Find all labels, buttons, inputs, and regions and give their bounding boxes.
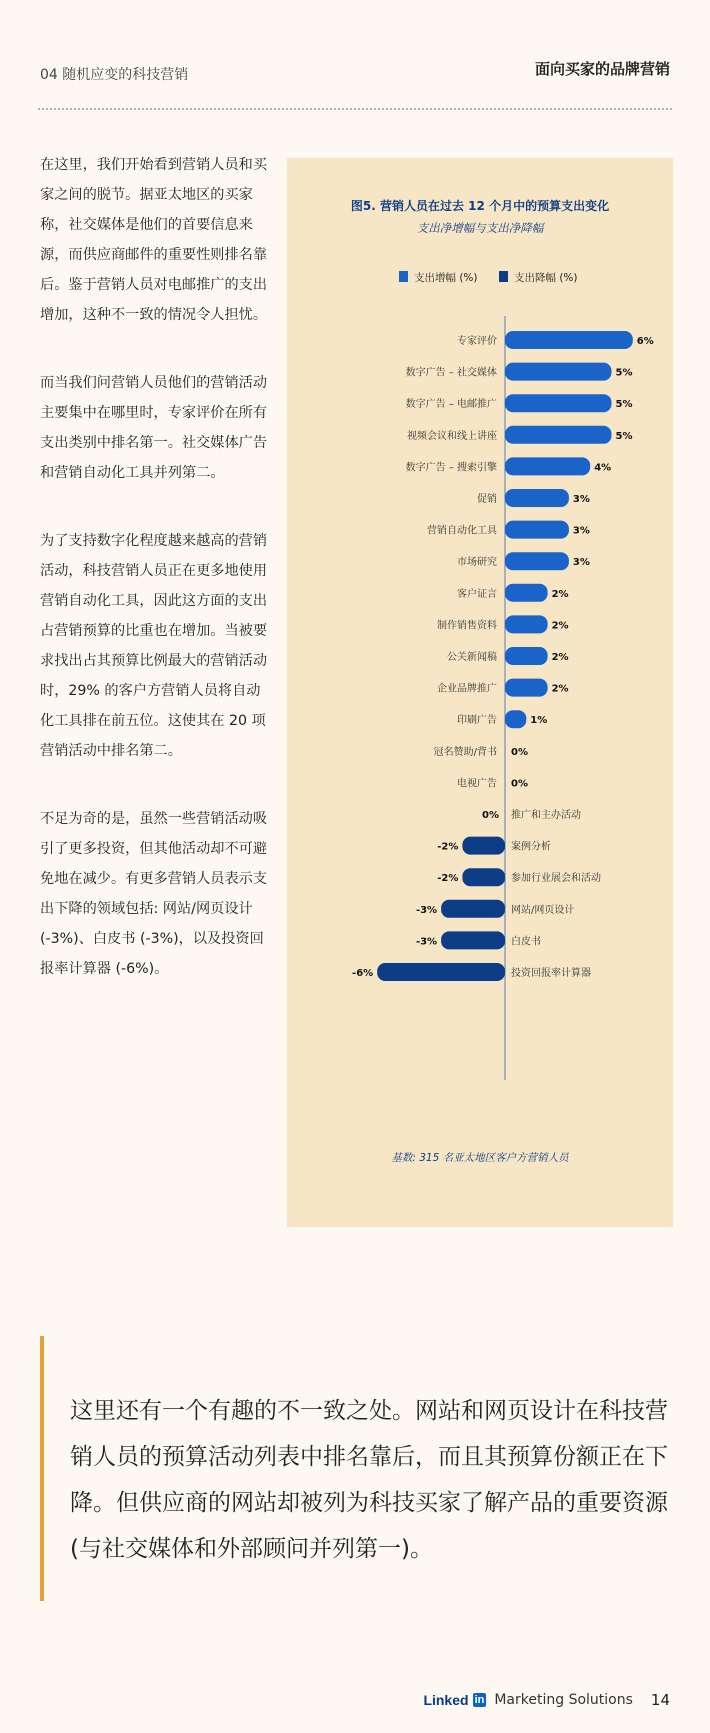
linkedin-logo-icon: in [474,1694,485,1706]
chart-value-label: 0% [482,810,499,821]
chart-bar [462,837,505,855]
chart-note: 基数: 315 名亚太地区客户方营销人员 [391,1152,569,1164]
body-paragraph-3: 为了支持数字化程度越来越高的营销活动，科技营销人员正在更多地使用营销自动化工具，因此这方面的支出占营销预算的比重也在增加。当被要求找出占其预算比例最大的营销活动时，29% 的客户方营销人员将自动化工具排在前五位。这使其在 20 项营销活动中排名第二。 [40,533,268,759]
chart-bar [505,426,612,444]
chart-category-label: 数字广告 – 电邮推广 [405,399,497,411]
quote-accent-bar [40,1336,44,1601]
chart-bar [505,647,548,665]
body-paragraph-2: 而当我们问营销人员他们的营销活动主要集中在哪里时，专家评价在所有支出类别中排名第一。社交媒体广告和营销自动化工具并列第二。 [40,375,268,481]
chart-category-label: 客户证言 [457,588,497,600]
chart-value-label: 4% [594,462,612,474]
chart-value-label: 2% [551,683,569,695]
chart-value-label: -2% [437,841,459,853]
chart-value-label: 0% [511,778,528,790]
chart-value-label: -6% [352,968,374,979]
chart-value-label: 2% [551,652,569,663]
chart-category-label: 数字广告 – 搜索引擎 [405,462,497,474]
section-label: 04 随机应变的科技营销 [40,67,189,83]
chart-category-label: 参加行业展会和活动 [511,873,601,885]
legend-swatch-decrease [499,271,508,282]
chart-value-label: -2% [437,873,459,885]
chart-value-label: -3% [415,904,438,916]
chart-bar [505,489,569,507]
chart-category-label: 冠名赞助/背书 [433,746,497,758]
chart-title: 图5. 营销人员在过去 12 个月中的预算支出变化 [350,199,610,213]
chart-category-label: 专家评价 [457,336,497,347]
header-divider [38,108,672,110]
chart-value-label: 5% [615,430,633,442]
page-title: 面向买家的品牌营销 [534,60,670,78]
chart-bar [505,679,548,697]
chart-bar [505,521,569,539]
chart-bar [505,394,612,412]
chart-bar [505,584,548,602]
chart-value-label: 3% [572,494,590,505]
footer [423,1691,670,1709]
chart-category-label: 公关新闻稿 [447,652,497,663]
chart-category-label: 白皮书 [511,936,541,948]
pull-quote: 这里还有一个有趣的不一致之处。网站和网页设计在科技营销人员的预算活动列表中排名靠后，而且其预算份额正在下降。但供应商的网站却被列为科技买家了解产品的重要资源 (与社交媒体和外部顾问并列第一)。 [70,1398,668,1562]
chart-value-label: 2% [551,588,569,600]
chart-value-label: 3% [572,557,590,569]
chart-bar [377,963,505,981]
chart-value-label: 6% [636,336,654,347]
chart-value-label: -3% [415,936,438,948]
chart-bar [462,868,505,886]
chart-bars [352,331,654,981]
chart-category-label: 网站/网页设计 [511,904,575,916]
chart-bar [441,900,505,918]
chart-value-label: 3% [572,525,590,537]
chart-category-label: 营销自动化工具 [427,525,497,537]
chart-category-label: 印刷广告 [457,715,497,727]
chart-category-label: 市场研究 [457,557,497,569]
body-paragraph-1: 在这里，我们开始看到营销人员和买家之间的脱节。据亚太地区的买家称，社交媒体是他们的首要信息来源，而供应商邮件的重要性则排名靠后。鉴于营销人员对电邮推广的支出增加，这种不一致的情况令人担忧。 [40,157,268,323]
chart-category-label: 投资回报率计算器 [511,968,591,979]
legend-label-increase: 支出增幅 (%) [414,272,478,284]
page-number: 14 [650,1691,670,1709]
chart-value-label: 1% [530,715,548,727]
body-paragraph-4: 不足为奇的是，虽然一些营销活动吸引了更多投资，但其他活动却不可避免地在减少。有更多营销人员表示支出下降的领域包括: 网站/网页设计 (-3%)、白皮书 (-3%)，以及投资回报率计算器 (-6%)。 [40,811,268,977]
linkedin-logo-word: Linked [423,1692,469,1708]
chart-bar [505,552,569,570]
chart-bar [505,331,633,349]
chart-legend [399,271,578,284]
chart-category-label: 推广和主办活动 [511,810,581,821]
body-text-column [40,150,272,1022]
chart-category-label: 电视广告 [457,778,497,790]
chart-category-label: 数字广告 – 社交媒体 [405,367,497,379]
chart-category-label: 制作销售资料 [437,620,497,632]
chart-value-label: 5% [615,399,633,411]
legend-swatch-increase [399,271,408,282]
chart-bar [441,931,505,949]
legend-label-decrease: 支出降幅 (%) [514,272,578,284]
chart-value-label: 0% [511,746,528,758]
chart-bar [505,615,548,633]
chart-bar [505,457,590,475]
chart-category-label: 企业品牌推广 [437,683,497,695]
chart-value-label: 2% [551,620,569,632]
chart-category-label: 视频会议和线上讲座 [407,430,497,442]
chart-category-label: 案例分析 [511,841,551,853]
budget-change-chart [287,158,673,1227]
chart-bar [505,363,612,381]
chart-bar [505,710,526,728]
chart-subtitle: 支出净增幅与支出净降幅 [416,221,544,235]
chart-value-label: 5% [615,367,633,379]
chart-panel [287,158,673,1227]
brand-suffix: Marketing Solutions [494,1692,633,1708]
chart-category-label: 促销 [477,494,497,505]
